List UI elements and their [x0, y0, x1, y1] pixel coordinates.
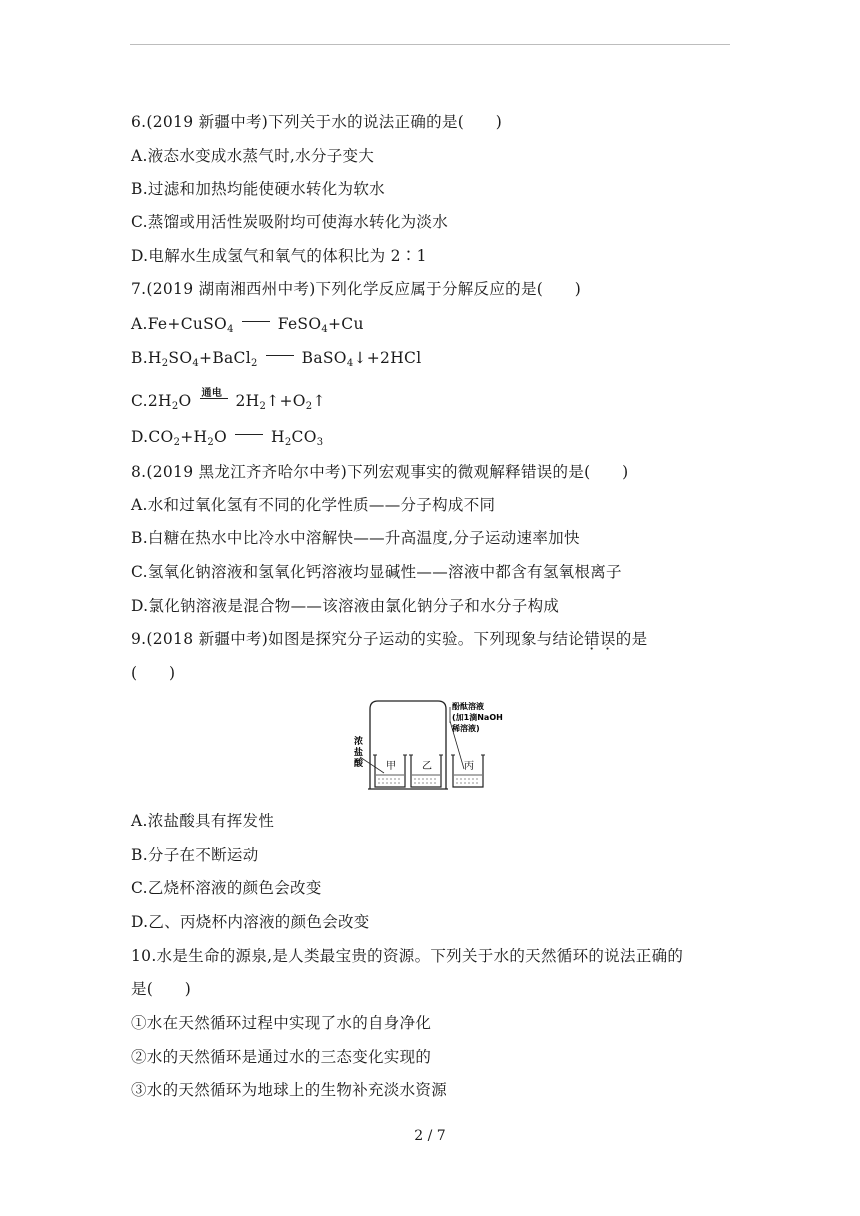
q9-option-a: A.浓盐酸具有挥发性	[131, 812, 275, 830]
q7-stem: 7.(2019 湖南湘西州中考)下列化学反应属于分解反应的是( )	[131, 280, 582, 298]
q8-option-b: B.白糖在热水中比冷水中溶解快——升高温度,分子运动速率加快	[131, 529, 580, 547]
beaker-label-bing: 丙	[464, 761, 474, 772]
q6-option-d: D.电解水生成氢气和氧气的体积比为 2∶1	[131, 247, 427, 265]
beaker-label-jia: 甲	[386, 761, 396, 772]
label-phenolphthalein: 稀溶液)	[452, 724, 480, 733]
emphasis-char: 错	[584, 630, 600, 648]
q8-stem: 8.(2019 黑龙江齐齐哈尔中考)下列宏观事实的微观解释错误的是( )	[131, 463, 629, 481]
q7-option-d: $D.CO_2+H_2O$ $H_2CO_3$	[131, 428, 324, 448]
q9-stem: 9.(2018 新疆中考)如图是探究分子运动的实验。下列现象与结论错误的是	[131, 630, 648, 648]
q6-option-c: C.蒸馏或用活性炭吸附均可使海水转化为淡水	[131, 213, 449, 231]
q6-option-b: B.过滤和加热均能使硬水转化为软水	[131, 180, 385, 198]
reaction-condition: 通电	[201, 388, 223, 399]
q9-option-c: C.乙烧杯溶液的颜色会改变	[131, 879, 322, 897]
q7-option-a: A.Fe+CuSO$_4$ FeSO$_4$+Cu	[131, 315, 364, 335]
equals-sign-with-condition	[200, 388, 228, 401]
q9-stem-line2: ( )	[131, 664, 176, 682]
q8-option-a: A.水和过氧化氢有不同的化学性质——分子构成不同	[131, 496, 496, 514]
q7-option-b: $B.H_2SO_4+BaCl_2$ BaSO$_4$↓+2HCl	[131, 349, 422, 369]
label-conc-hcl: 浓	[354, 737, 364, 747]
molecule-motion-apparatus-figure	[352, 697, 512, 797]
q10-item-2: ②水的天然循环是通过水的三态变化实现的	[131, 1048, 432, 1066]
label-conc-hcl: 盐	[354, 748, 364, 758]
equals-sign	[242, 321, 270, 324]
header-rule	[130, 44, 730, 45]
q6-option-a: A.液态水变成水蒸气时,水分子变大	[131, 147, 375, 165]
q10-stem: 10.水是生命的源泉,是人类最宝贵的资源。下列关于水的天然循环的说法正确的	[131, 947, 684, 965]
equals-sign	[266, 355, 294, 358]
q10-item-1: ①水在天然循环过程中实现了水的自身净化	[131, 1014, 432, 1032]
label-phenolphthalein: (加1滴NaOH	[452, 713, 503, 722]
q8-option-d: D.氯化钠溶液是混合物——该溶液由氯化钠分子和水分子构成	[131, 597, 560, 615]
q6-stem: 6.(2019 新疆中考)下列关于水的说法正确的是( )	[131, 113, 503, 131]
beaker-label-yi: 乙	[422, 761, 432, 772]
page-number: 2 / 7	[414, 1128, 446, 1144]
q10-item-3: ③水的天然循环为地球上的生物补充淡水资源	[131, 1081, 448, 1099]
q9-option-d: D.乙、丙烧杯内溶液的颜色会改变	[131, 913, 370, 931]
q10-stem-line2: 是( )	[131, 980, 192, 998]
q8-option-c: C.氢氧化钠溶液和氢氧化钙溶液均显碱性——溶液中都含有氢氧根离子	[131, 563, 622, 581]
q9-option-b: B.分子在不断运动	[131, 846, 259, 864]
label-conc-hcl: 酸	[354, 759, 364, 769]
q7-option-c: $C.2H_2O$ 通电 $2H_2↑+O_2↑$	[131, 391, 326, 417]
equals-sign	[235, 434, 263, 437]
emphasis-char: 误	[599, 630, 616, 648]
label-phenolphthalein: 酚酞溶液	[452, 702, 484, 711]
